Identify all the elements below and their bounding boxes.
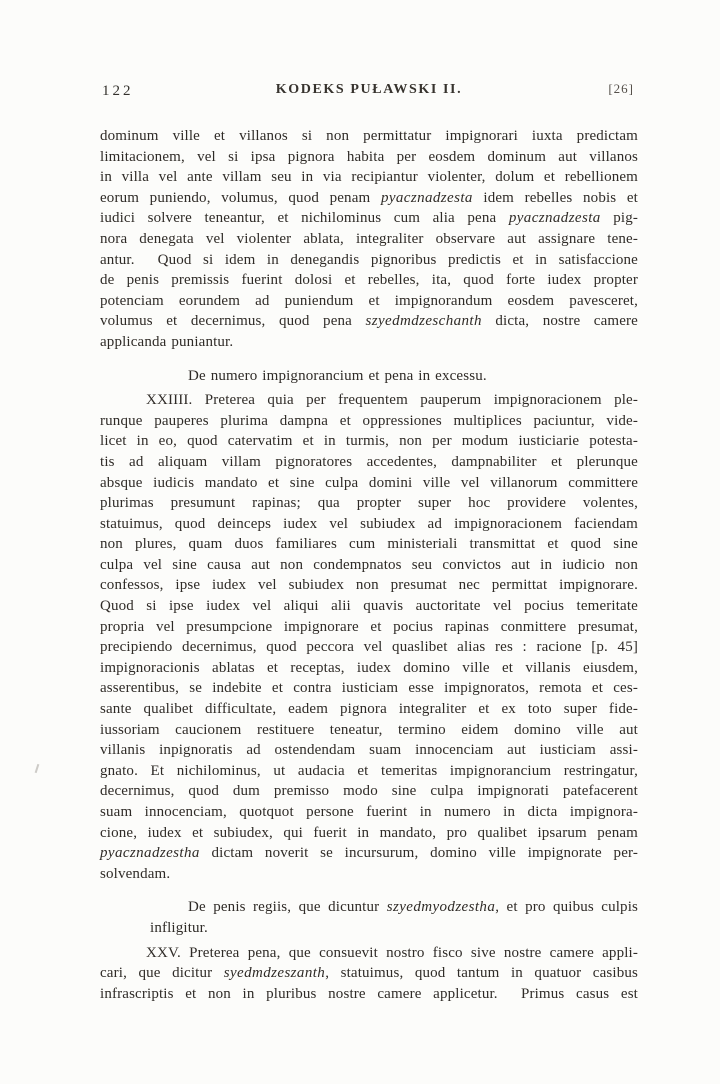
text-run: Quod si ipse iudex vel aliqui alii quavis auctoritate vel pocius temeritate <box>100 598 638 615</box>
text-line <box>100 943 638 964</box>
text-line <box>100 534 638 555</box>
text-run: idem rebelles nobis et <box>472 189 638 206</box>
text-line <box>100 761 638 782</box>
text-run: suam innocenciam, quotquot persone fuerint in numero in dicta impignora- <box>100 804 638 820</box>
text-line <box>100 514 638 535</box>
running-header <box>100 80 638 102</box>
section-heading-de-penis <box>100 897 638 938</box>
text-line <box>100 699 638 720</box>
running-title: KODEKS PUŁAWSKI II. <box>275 82 463 97</box>
text-run: culpa vel sine causa aut non condempnatos seu convictos aut in iudicio non <box>100 556 638 573</box>
text-line <box>100 270 638 291</box>
text-line <box>100 431 638 452</box>
vernacular-term: szyedmyodzestha <box>386 899 496 916</box>
text-run: gnato. Et nichilominus, ut audacia et temeritas impignorancium restringatur, <box>100 762 638 779</box>
text-line <box>100 864 638 885</box>
text-line <box>100 167 638 188</box>
text-line <box>100 366 638 387</box>
text-line <box>100 493 638 514</box>
text-run: volumus et decernimus, quod pena <box>100 313 366 330</box>
text-line <box>100 678 638 699</box>
text-line <box>100 411 638 432</box>
vernacular-term: szyedmdzeschanth <box>365 313 482 330</box>
page-number: 122 <box>102 83 134 99</box>
text-body <box>100 126 638 1004</box>
text-line <box>100 617 638 638</box>
text-run: confessos, ipse iudex vel subiudex non presumat nec permittat impignorare. <box>100 577 638 594</box>
text-line <box>100 843 638 864</box>
text-run: iudici solvere teneantur, et nichilominus cum alia pena <box>100 210 509 227</box>
text-line <box>100 637 638 658</box>
text-line <box>100 250 638 271</box>
text-line <box>100 473 638 494</box>
text-line <box>100 918 638 939</box>
text-run: De numero impignorancium et pena in excessu. <box>188 367 487 384</box>
text-run: sante qualibet difficultate, eadem pignora integraliter et ex toto super fide- <box>100 701 638 718</box>
text-run: de penis premissis fuerint dolosi et rebelles, ita, quod forte iudex propter <box>100 272 638 289</box>
text-line <box>100 802 638 823</box>
vernacular-term: pyacznadzesta <box>380 189 473 206</box>
text-run: propria vel presumpcione impignorare et pocius rapinas conmittere presumat, <box>100 618 638 635</box>
text-line <box>100 208 638 229</box>
text-line <box>100 781 638 802</box>
vernacular-term: pyacznadzesta <box>508 210 601 227</box>
text-run: antur. Quod si idem in denegandis pignoribus predictis et in satisfaccione <box>100 251 638 268</box>
text-run: asserentibus, se indebite et contra iusticiam esse impignoratos, remota et ces- <box>100 680 638 697</box>
text-line <box>100 720 638 741</box>
vernacular-term: syedmdzeszanth <box>223 965 326 982</box>
text-run: in villa vel ante villam seu in via recipiantur violenter, dolum et rebellionem <box>100 169 638 186</box>
text-run: tis ad aliquam villam pignoratores accedentes, dampnabiliter et plerunque <box>100 453 638 470</box>
chapter-xxv <box>100 943 638 1005</box>
text-run: absque iudicis mandato et sine culpa domini ville vel villanorum committere <box>100 474 638 491</box>
text-run: , et pro quibus culpis <box>495 899 639 916</box>
text-run: iussoriam caucionem restituere teneatur, termino eidem domino ville aut <box>100 721 638 738</box>
text-line <box>100 555 638 576</box>
text-run: XXV. Preterea pena, que consuevit nostro fisco sive nostre camere appli- <box>146 944 638 961</box>
text-run: pig- <box>600 210 638 227</box>
text-run: limitacionem, vel si ipsa pignora habita per eosdem dominum aut villanos <box>100 148 638 165</box>
text-run: eorum puniendo, volumus, quod penam <box>100 189 381 206</box>
text-run: dominum ville et villanos si non permittatur impignorari iuxta predictam <box>100 128 638 144</box>
text-line <box>100 575 638 596</box>
text-line <box>100 332 638 353</box>
text-run: nora denegata vel violenter ablata, integraliter observare aut assignare tene- <box>100 230 638 247</box>
text-line <box>100 147 638 168</box>
text-run: impignoracionis ablatas et receptas, iudex domino ville et villanis eiusdem, <box>100 659 638 676</box>
text-run: villanis inpignoratis ad ostendendam suam innocenciam aut iusticiam assi- <box>100 742 638 759</box>
text-line <box>100 823 638 844</box>
section-heading-de-numero <box>100 366 638 387</box>
text-run: solvendam. <box>100 865 171 882</box>
text-run: De penis regiis, que dicuntur <box>188 899 387 916</box>
text-run: XXIIII. Preterea quia per frequentem pauperum impignoracionem ple- <box>146 392 638 409</box>
vernacular-term: pyacznadzestha <box>100 845 200 862</box>
text-run: runque pauperes plurima dampna et oppressiones multiplices paciuntur, vide- <box>100 412 638 429</box>
text-line <box>100 897 638 918</box>
text-run: decernimus, quod dum premisso modo sine culpa impignorati patefacerent <box>100 783 638 800</box>
text-run: statuimus, quod deinceps iudex vel subiudex ad impignoracionem faciendam <box>100 515 638 532</box>
text-run: dictam noverit se incursurum, domino ville impignorate per- <box>199 845 638 862</box>
text-line <box>100 963 638 984</box>
text-run: non plures, quam duos familiares cum ministeriali transmittat et quod sine <box>100 536 638 553</box>
paragraph-continuation <box>100 126 638 353</box>
text-line <box>100 188 638 209</box>
chapter-xxiiii <box>100 390 638 884</box>
text-run: , statuimus, quod tantum in quatuor casibus <box>325 965 638 982</box>
text-run: infrascriptis et non in pluribus nostre camere applicetur. Primus casus est <box>100 985 638 1002</box>
text-line <box>100 984 638 1005</box>
text-run: plurimas presumunt rapinas; qua propter super hoc providere volentes, <box>100 495 638 512</box>
text-line <box>100 596 638 617</box>
text-line <box>100 658 638 679</box>
text-line <box>100 291 638 312</box>
text-run: cione, iudex et subiudex, qui fuerit in mandato, pro qualibet ipsarum penam <box>100 824 638 841</box>
column-reference: [26] <box>608 81 634 96</box>
text-line <box>100 229 638 250</box>
text-run: infligitur. <box>150 919 208 936</box>
text-line <box>100 126 638 147</box>
text-run: cari, que dicitur <box>100 965 224 982</box>
text-line <box>100 452 638 473</box>
scan-artifact-mark <box>35 764 40 773</box>
text-line <box>100 311 638 332</box>
text-run: dicta, nostre camere <box>481 313 638 330</box>
text-line <box>100 390 638 411</box>
text-run: potenciam eorundem ad puniendum et impignorandum eosdem pavesceret, <box>100 292 638 309</box>
text-run: applicanda puniantur. <box>100 333 234 350</box>
text-run: licet in eo, quod catervatim et in turmis, non per modum iusticiarie potesta- <box>100 433 638 450</box>
text-line <box>100 740 638 761</box>
text-run: precipiendo decernimus, quod peccora vel quaslibet alias res : racione [p. 45] <box>100 639 638 656</box>
